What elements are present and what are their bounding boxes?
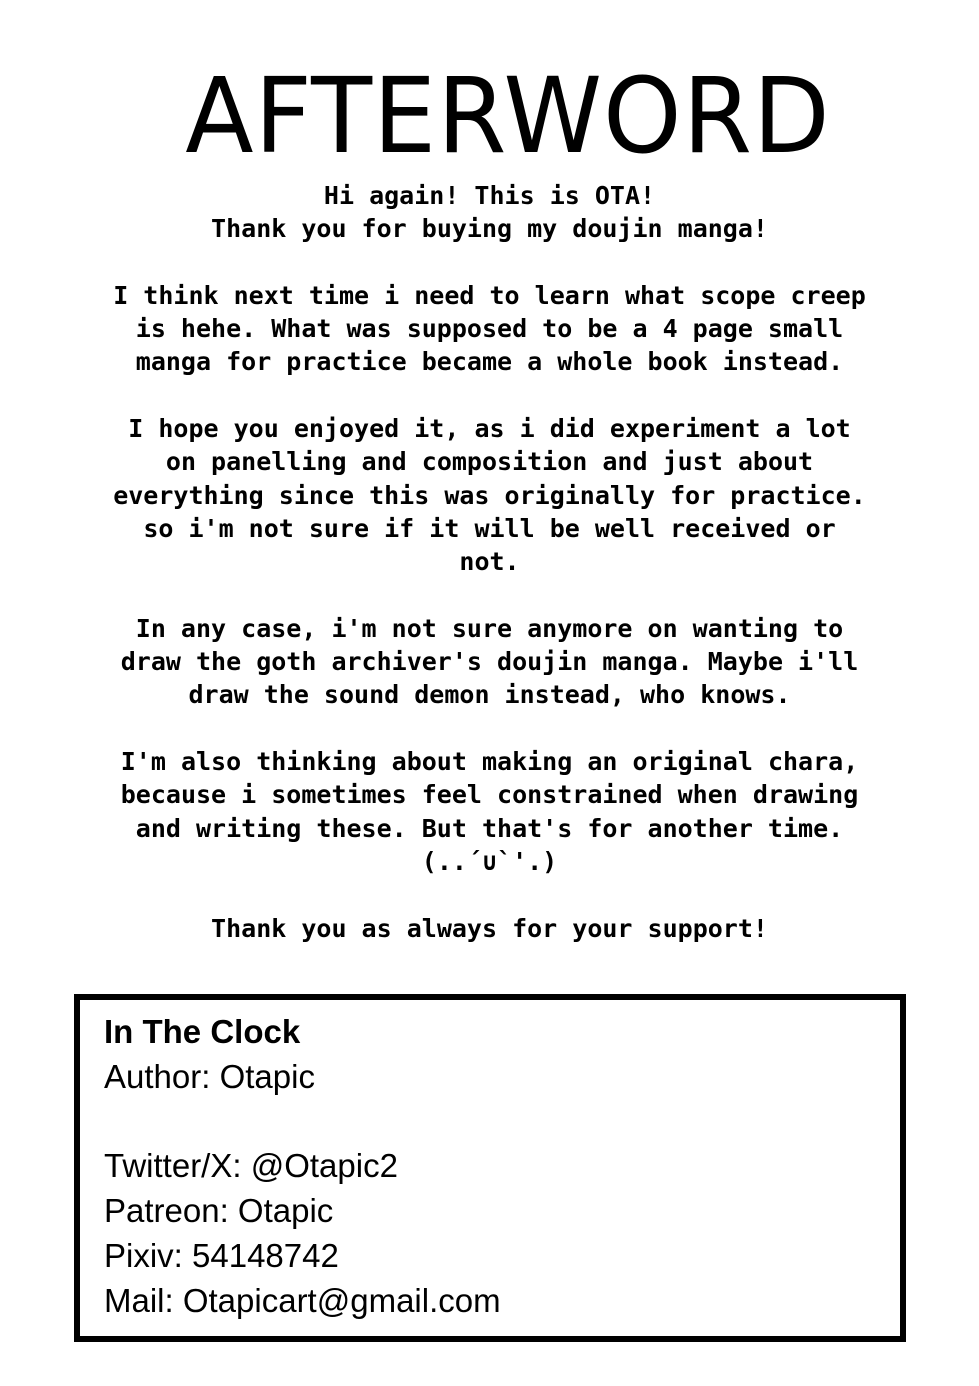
book-info-box <box>74 994 906 1342</box>
paragraph-greeting: Hi again! This is OTA! Thank you for buying my doujin manga! <box>211 181 768 244</box>
book-info-lines <box>104 1010 501 1324</box>
afterword-message <box>0 179 979 945</box>
pixiv-line: Pixiv: 54148742 <box>104 1236 339 1274</box>
paragraph-original-chara: I'm also thinking about making an original chara, because i sometimes feel constrained when drawing and writing these. But that's for another time. (..´∪`'.) <box>120 747 859 876</box>
page-title: AFTERWORD <box>185 55 831 177</box>
patreon-line: Patreon: Otapic <box>104 1192 334 1230</box>
author-line: Author: Otapic <box>104 1057 315 1095</box>
paragraph-next-project: In any case, i'm not sure anymore on wanting to draw the goth archiver's doujin manga. Maybe i'll draw the sound demon instead, who knows. <box>120 613 859 710</box>
mail-line: Mail: Otapicart@gmail.com <box>104 1281 501 1319</box>
paragraph-experiment: I hope you enjoyed it, as i did experiment a lot on panelling and composition and just about everything since this was originally for practice. so i'm not sure if it will be well received or not. <box>113 414 866 577</box>
paragraph-thanks: Thank you as always for your support! <box>211 913 768 943</box>
info-spacer <box>104 1100 501 1145</box>
paragraph-scope: I think next time i need to learn what scope creep is hehe. What was supposed to be a 4 page small manga for practice became a whole book instead. <box>113 280 866 377</box>
twitter-line: Twitter/X: @Otapic2 <box>104 1147 398 1185</box>
book-title: In The Clock <box>104 1013 301 1050</box>
